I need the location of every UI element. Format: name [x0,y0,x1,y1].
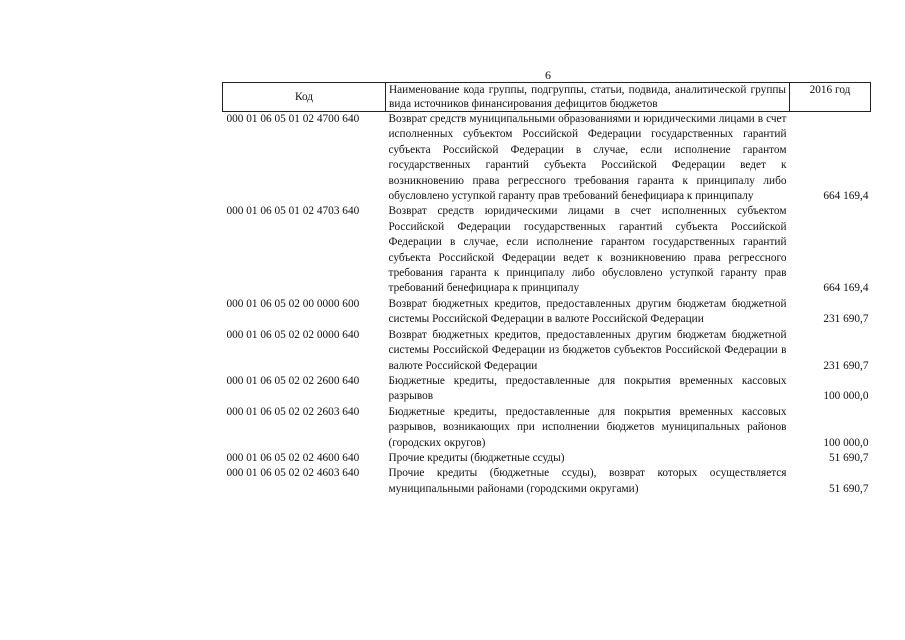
row-name: Возврат бюджетных кредитов, предоставленных другим бюджетам бюджетной системы Российской Федерации в валюте Российской Федерации [388,297,787,326]
table-row [223,328,871,374]
table-row [223,374,871,405]
row-name: Прочие кредиты (бюджетные ссуды), возврат которых осуществляется муниципальными районами (городскими округами) [388,467,787,495]
row-amount: 231 690,7 [823,313,869,326]
table-row [223,297,871,328]
row-name: Прочие кредиты (бюджетные ссуды) [388,451,565,464]
row-amount: 664 169,4 [823,282,869,295]
row-code: 000 01 06 05 01 02 4703 640 [226,205,360,218]
table-body [223,112,871,498]
row-code: 000 01 06 05 02 02 0000 640 [226,328,360,341]
row-amount: 51 690,7 [828,451,869,464]
row-amount: 231 690,7 [823,359,869,372]
row-name: Возврат бюджетных кредитов, предоставленных другим бюджетам бюджетной системы Российской Федерации из бюджетов субъектов Российской Федерации в валюте Российской Федерации [388,328,787,372]
row-name: Возврат средств муниципальными образованиями и юридическими лицами в счет исполненных субъектом Российской Федерации государственных гарантий субъекта Российской Федерации в случае, если исполнение гарантом государственных гарантий субъекта Российской Федерации ведет к возникновению права регрессного требования гаранта к принципалу либо обусловлено уступкой гаранту прав требований бенефициара к принципалу [388,113,787,203]
table-header [223,83,871,112]
row-name: Бюджетные кредиты, предоставленные для покрытия временных кассовых разрывов, возникающих при исполнении бюджетов муниципальных районов (городских округов) [388,405,787,449]
row-code: 000 01 06 05 01 02 4700 640 [226,113,360,125]
row-name: Возврат средств юридическими лицами в счет исполненных субъектом Российской Федерации государственных гарантий субъекта Российской Федерации в случае, если исполнение гарантом государственных гарантий субъекта Российской Федерации ведет к возникновению права регрессного требования гаранта к принципалу либо обусловлено уступкой гаранту прав требований бенефициара к принципалу [388,205,787,295]
table-row [223,466,871,497]
table-row [223,405,871,451]
table-row [223,451,871,466]
row-code: 000 01 06 05 02 02 2603 640 [226,405,360,418]
row-amount: 100 000,0 [823,436,869,449]
table-row [223,112,871,205]
row-code: 000 01 06 05 02 02 4600 640 [226,451,360,464]
row-amount: 664 169,4 [823,190,869,203]
page-number: 6 [545,68,551,82]
row-name: Бюджетные кредиты, предоставленные для покрытия временных кассовых разрывов [388,374,787,403]
table-row [223,204,871,296]
row-code: 000 01 06 05 02 02 4603 640 [226,467,360,480]
budget-sources-table [222,82,871,497]
row-amount: 100 000,0 [823,390,869,403]
header-year: 2016 год [790,83,871,112]
row-amount: 51 690,7 [828,482,869,495]
row-code: 000 01 06 05 02 02 2600 640 [226,374,360,387]
row-code: 000 01 06 05 02 00 0000 600 [226,297,360,310]
header-name: Наименование кода группы, подгруппы, статьи, подвида, аналитической группы вида источников финансирования дефицитов бюджетов [386,83,790,112]
header-code: Код [223,83,386,112]
